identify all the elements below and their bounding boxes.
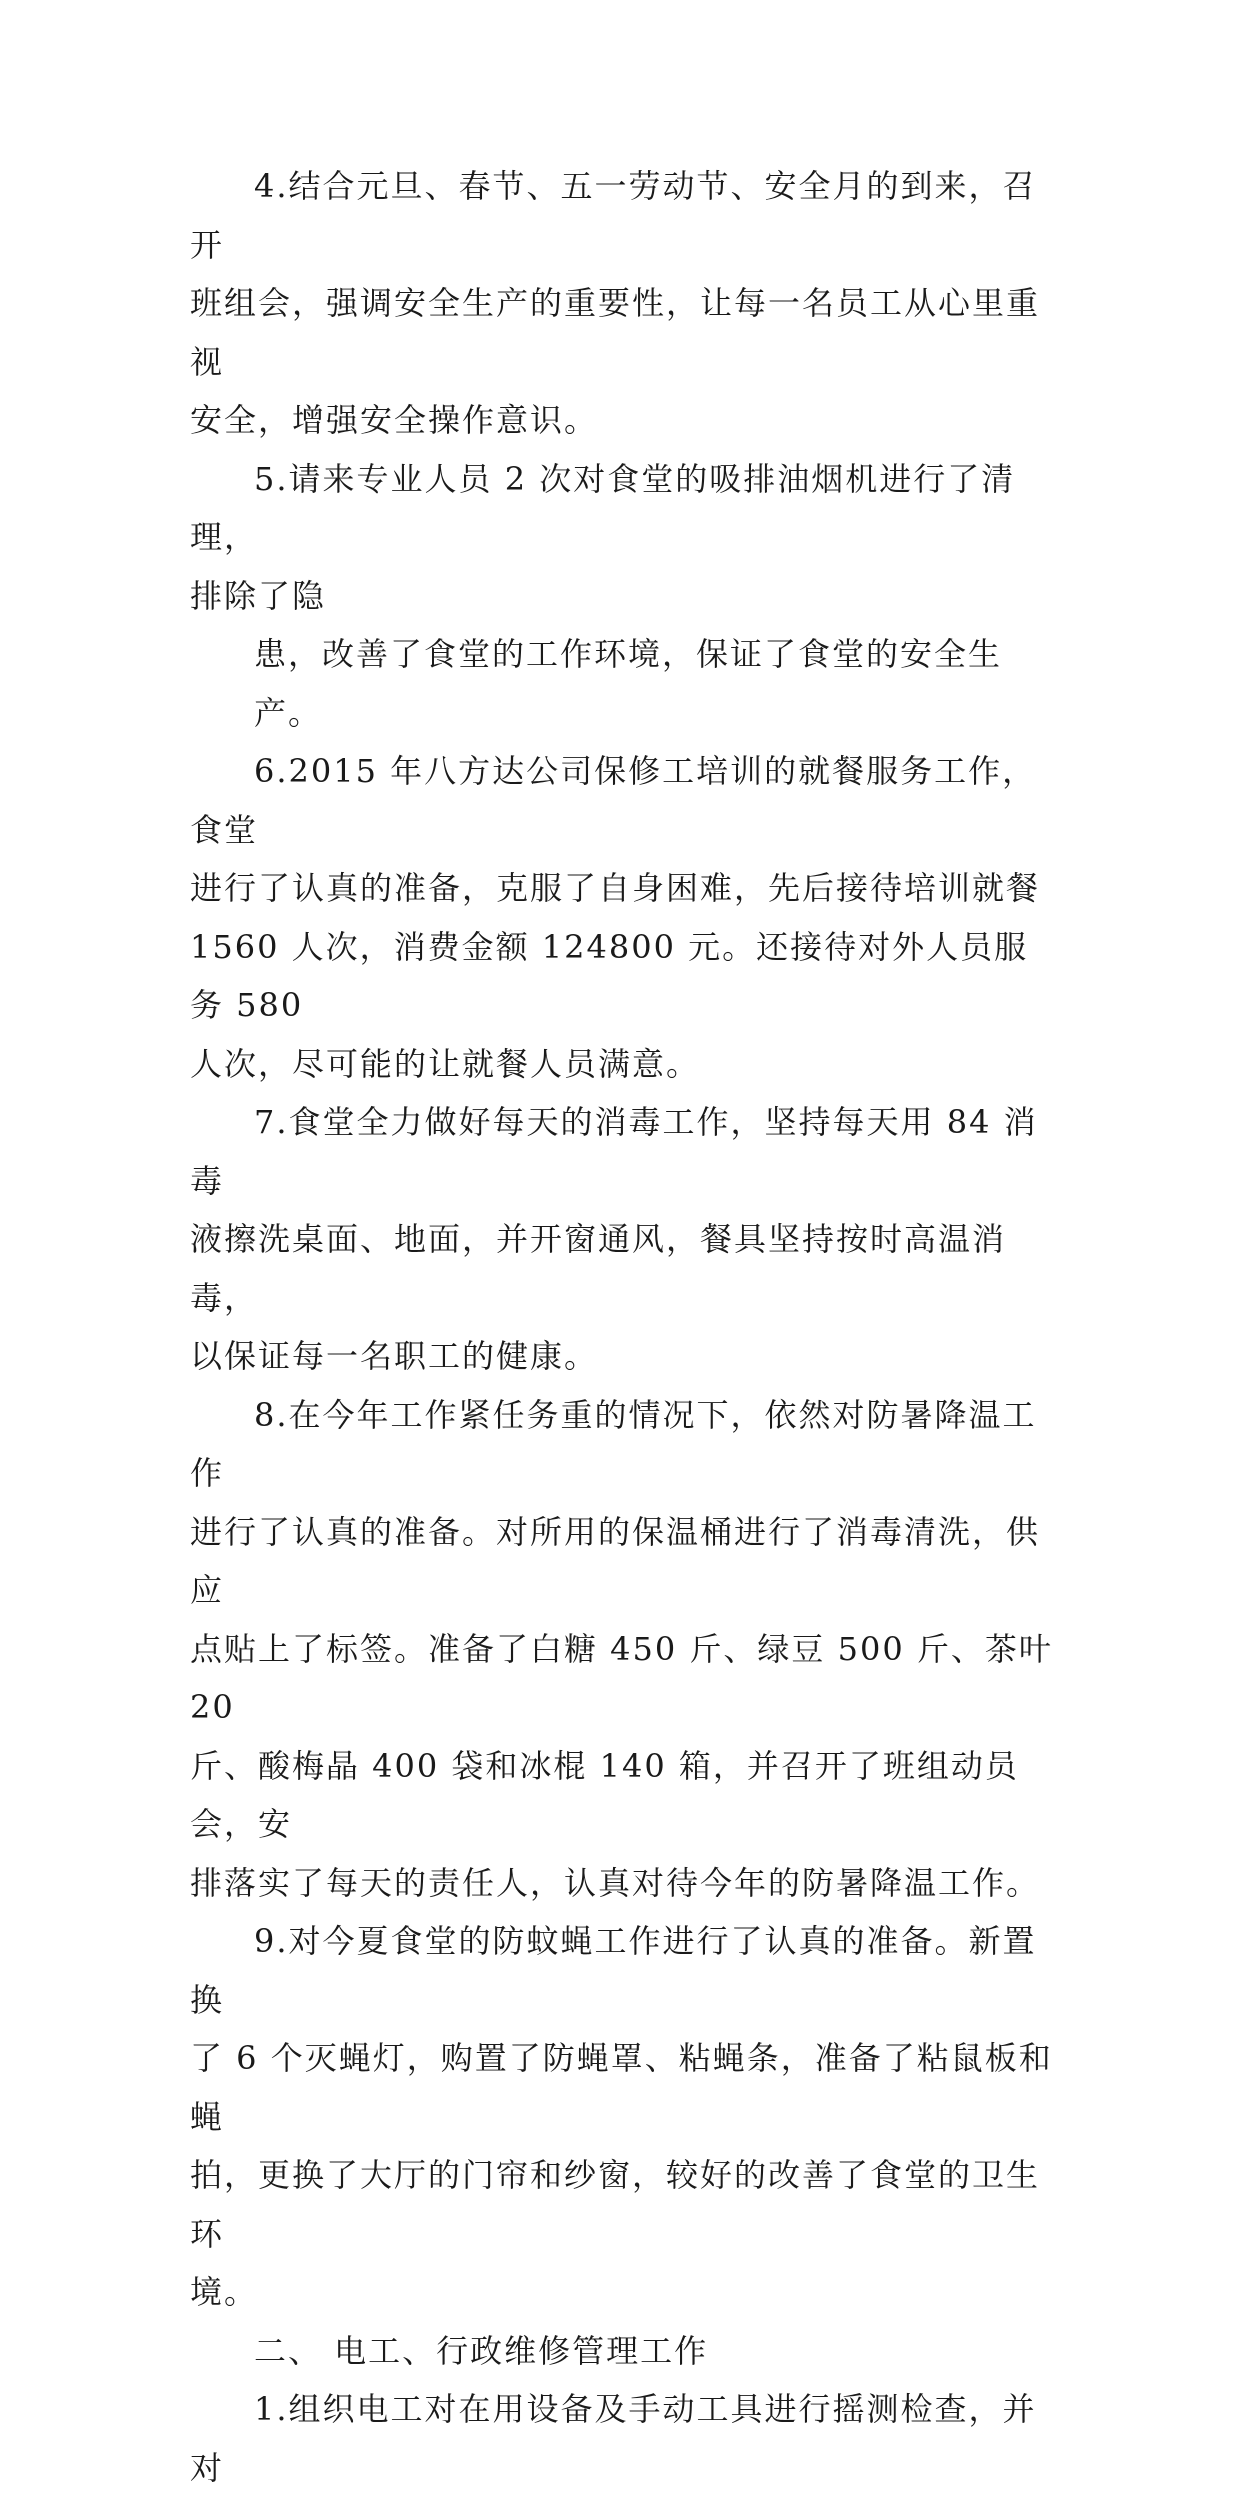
paragraph-item-9: 9.对今夏食堂的防蚊蝇工作进行了认真的准备。新置换 了 6 个灭蝇灯，购置了防蝇罩、粘蝇条，准备了粘鼠板和蝇 拍，更换了大厅的门帘和纱窗，较好的改善了食堂的卫生环 境。 — [190, 1922, 1053, 2311]
paragraph-section-2: 二、 电工、行政维修管理工作 — [254, 2331, 709, 2370]
paragraph-item-7: 7.食堂全力做好每天的消毒工作，坚持每天用 84 消毒 液擦洗桌面、地面，并开窗通风，餐具坚持按时高温消毒， 以保证每一名职工的健康。 — [190, 1103, 1038, 1375]
paragraph-item-8: 8.在今年工作紧任务重的情况下，依然对防暑降温工作 进行了认真的准备。对所用的保温桶进行了消毒清洗，供应 点贴上了标签。准备了白糖 450 斤、绿豆 500 斤、茶叶 20 斤、酸梅晶 400 袋和冰棍 140 箱，并召开了班组动员会，安 排落实了每天的责任人，认真对待今年的防暑降温工作。 — [190, 1395, 1053, 1902]
paragraph-item-5: 5.请来专业人员 2 次对食堂的吸排油烟机进行了清理， 排除了隐 — [190, 459, 1016, 615]
document-body — [190, 157, 1060, 2497]
paragraph-section-2-item-1: 1.组织电工对在用设备及手动工具进行摇测检查，并对 — [190, 2390, 1037, 2487]
paragraph-item-4: 4.结合元旦、春节、五一劳动节、安全月的到来，召开 班组会，强调安全生产的重要性，让每一名员工从心里重视 安全，增强安全操作意识。 — [190, 167, 1041, 439]
paragraph-item-5-cont: 患，改善了食堂的工作环境，保证了食堂的安全生产。 — [254, 635, 1003, 732]
paragraph-item-6: 6.2015 年八方达公司保修工培训的就餐服务工作，食堂 进行了认真的准备，克服了自身困难，先后接待培训就餐 1560 人次，消费金额 124800 元。还接待对外人员服务 580 人次，尽可能的让就餐人员满意。 — [190, 752, 1041, 1083]
